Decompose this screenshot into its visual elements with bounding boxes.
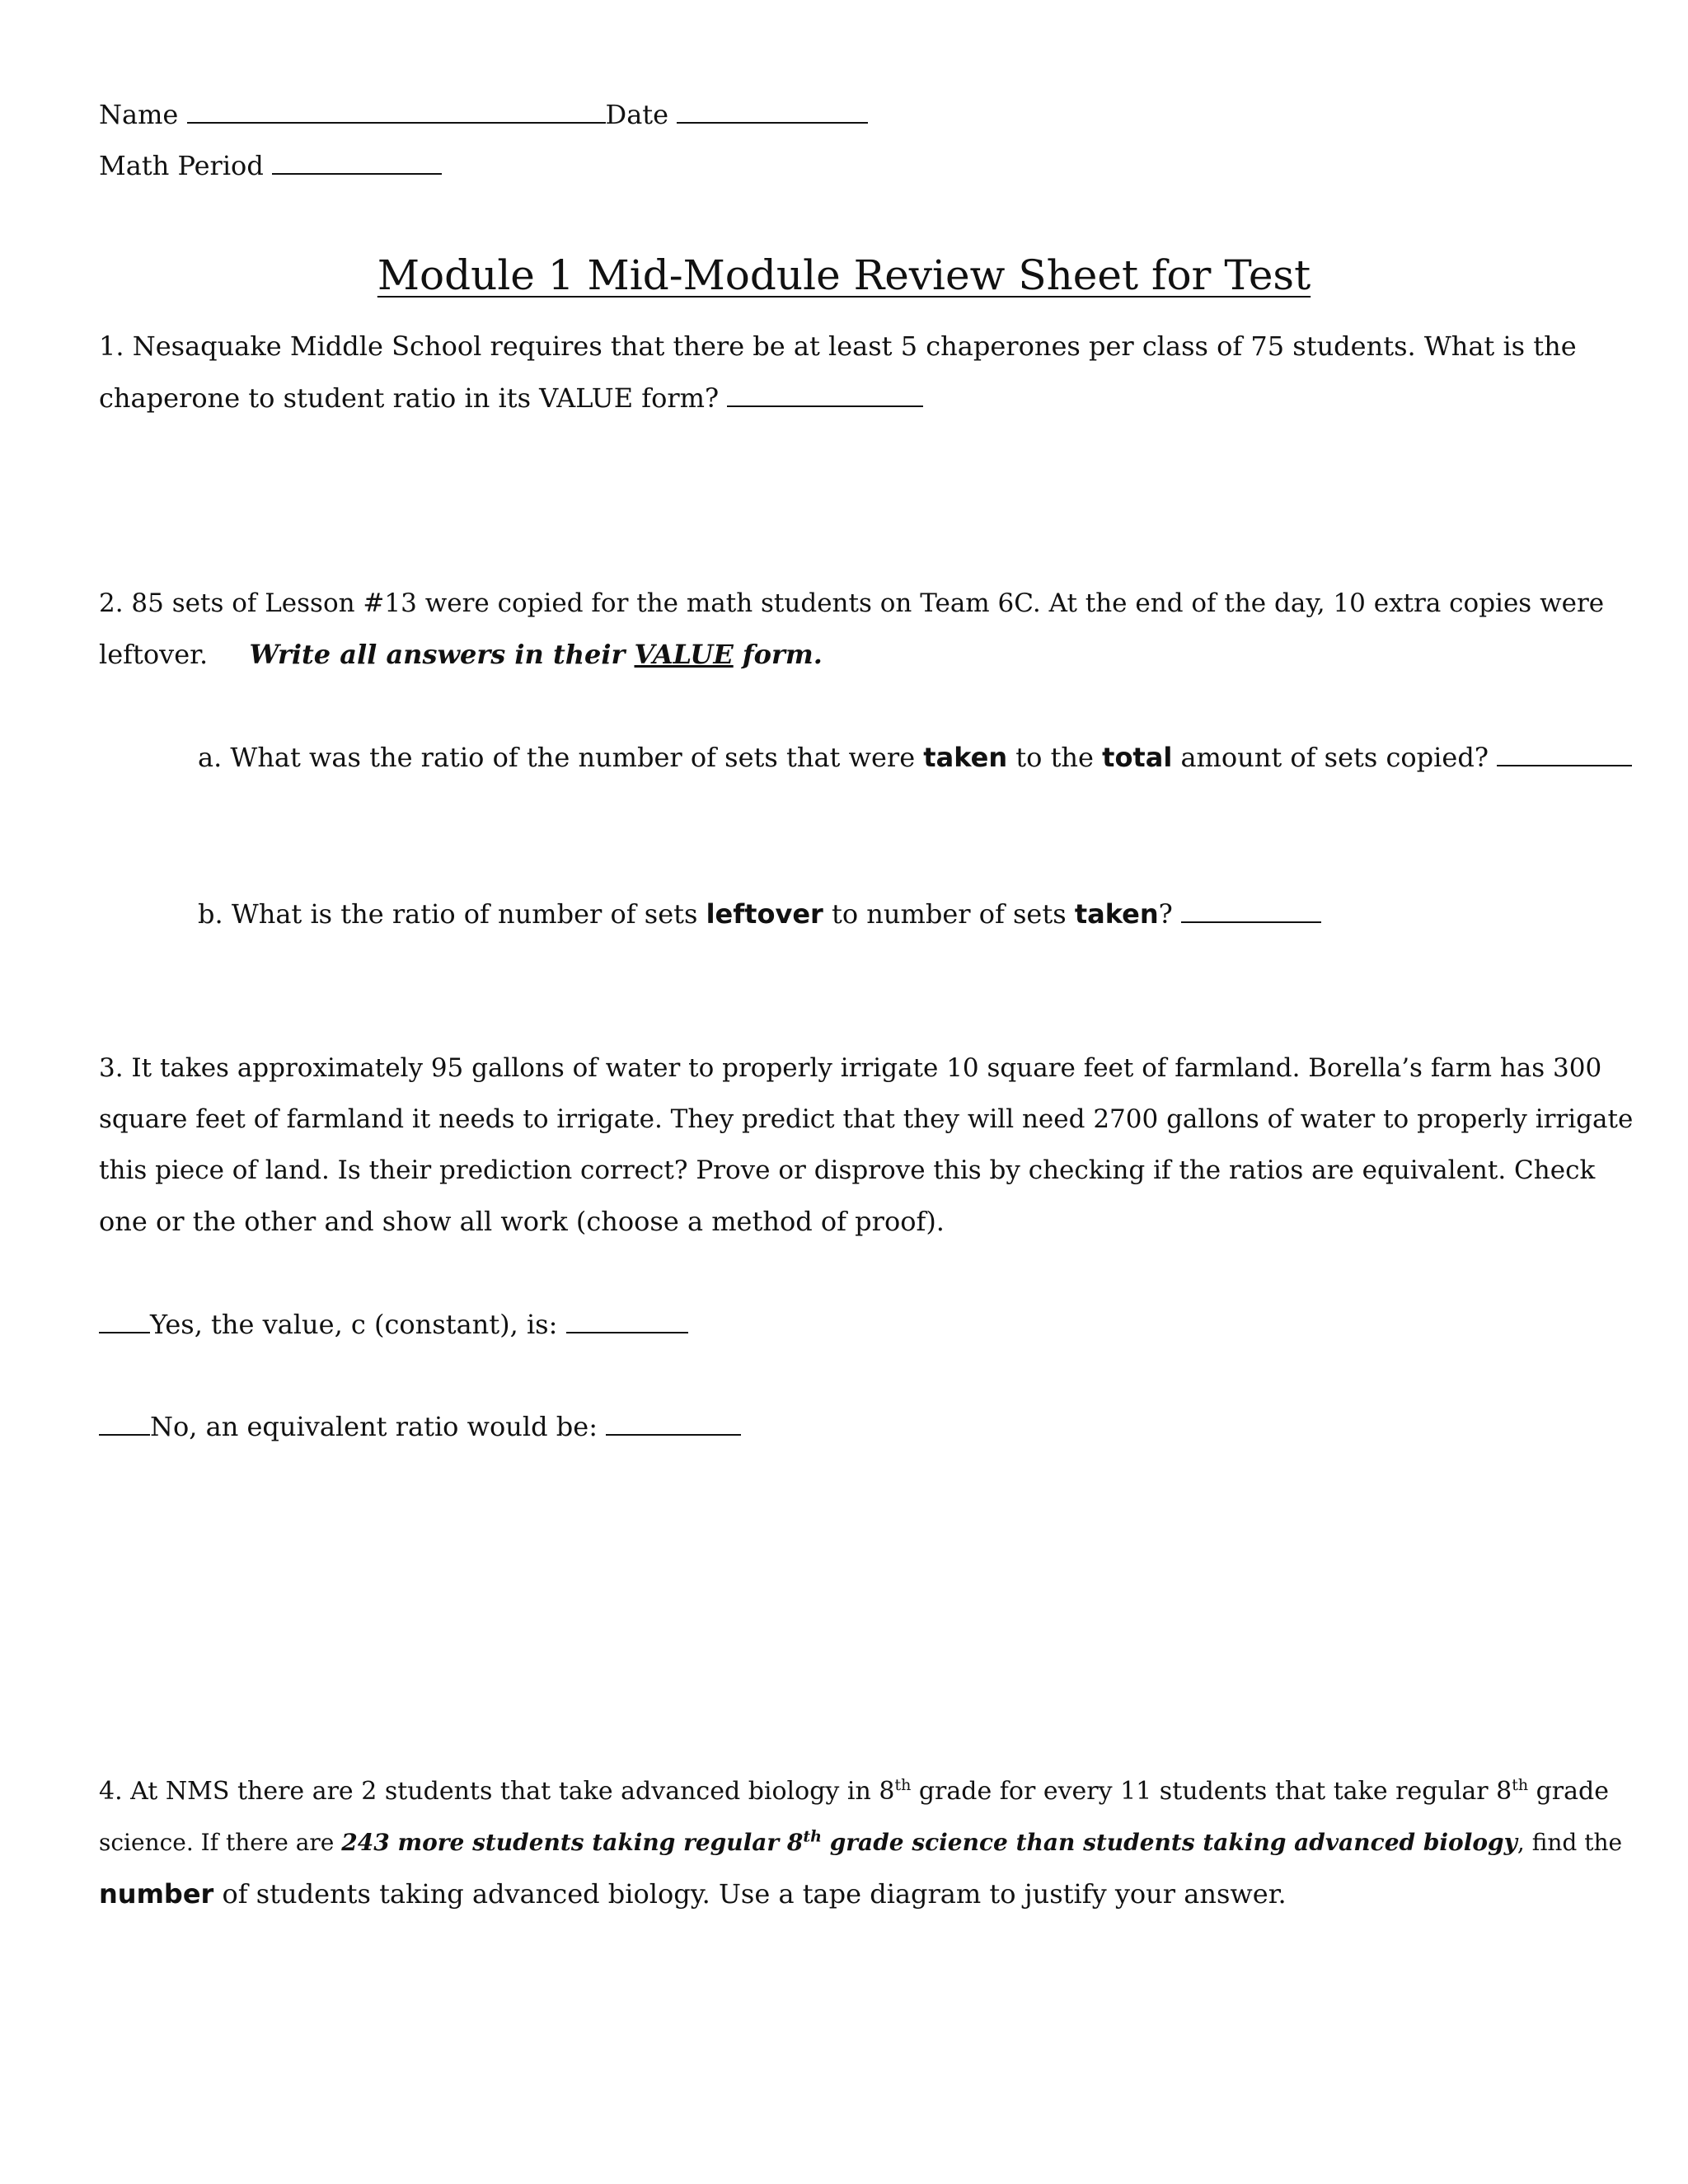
name-label: Name [99,99,179,130]
period-label: Math Period [99,150,264,181]
q1-answer-blank [727,381,923,407]
q3-no-answer-blank [606,1409,741,1436]
q1-line-1: 1. Nesaquake Middle School requires that there be at least 5 chaperones per class of 75 students. What is the [99,330,1577,362]
q4-text-5: , find the [1517,1829,1623,1856]
q2a-answer-blank [1497,740,1632,766]
q2a-text-1: a. What was the ratio of the number of sets that were [198,742,924,773]
q2b-bold-taken: taken [1074,898,1159,930]
date-blank [677,97,868,124]
q2a-text-3: amount of sets copied? [1172,742,1489,773]
q3-yes-option [99,1307,688,1341]
q2b-line [198,897,1321,930]
q4-line-1 [99,1775,1609,1808]
q2-instruction-value: VALUE [634,639,734,670]
q3-line-3: this piece of land. Is their prediction correct? Prove or disprove this by checking if the ratios are equivalent. Check [99,1155,1596,1185]
q4-line-3 [99,1877,1287,1910]
q4-sup-2: th [1512,1776,1529,1794]
q2-instruction-part-2: form. [733,639,823,670]
q2a-bold-total: total [1102,742,1173,773]
q4-bold-number: number [99,1878,214,1910]
q4-bold-italic-2: grade science than students taking advanced biology [821,1829,1517,1856]
q2b-bold-leftover: leftover [706,898,823,930]
q3-line-1: 3. It takes approximately 95 gallons of water to properly irrigate 10 square feet of farmland. Borella’s farm has 300 [99,1053,1602,1083]
q2b-text-1: b. What is the ratio of number of sets [198,898,706,930]
q4-text-6: of students taking advanced biology. Use a tape diagram to justify your answer. [213,1878,1287,1910]
q4-sup-3: th [803,1827,822,1846]
q3-no-text: No, an equivalent ratio would be: [150,1411,598,1442]
q2b-text-2: to number of sets [823,898,1075,930]
q2b-answer-blank [1181,897,1321,923]
q4-text-4: science. If there are [99,1829,342,1856]
page-title: Module 1 Mid-Module Review Sheet for Test [377,251,1311,299]
q3-no-checkbox-blank [99,1409,150,1436]
q2-instruction-part-1: Write all answers in their [249,639,635,670]
q4-bold-italic-1: 243 more students taking regular 8 [341,1829,804,1856]
name-date-row [99,97,868,131]
q1-line-2-text: chaperone to student ratio in its VALUE form? [99,382,720,414]
q3-yes-answer-blank [566,1307,688,1333]
q2-leftover-text: leftover. [99,639,209,670]
q2-instruction [249,639,822,670]
period-blank [272,148,442,175]
q2a-line [198,740,1632,774]
q3-yes-text: Yes, the value, c (constant), is: [150,1309,558,1340]
q4-text-2: grade for every 11 students that take regular 8 [911,1777,1512,1806]
q2a-text-2: to the [1007,742,1103,773]
q3-yes-checkbox-blank [99,1307,150,1333]
q2-line-2 [99,638,823,671]
q2b-text-3: ? [1158,898,1173,930]
q4-line-2 [99,1826,1622,1859]
q3-no-option [99,1409,741,1443]
q2-line-1: 2. 85 sets of Lesson #13 were copied for the math students on Team 6C. At the end of the day, 10 extra copies were [99,588,1605,618]
q2a-bold-taken: taken [923,742,1008,773]
q4-sup-1: th [894,1776,912,1794]
period-row [99,148,442,182]
q3-line-4: one or the other and show all work (choose a method of proof). [99,1206,945,1237]
name-blank [187,97,606,124]
q4-text-3: grade [1528,1777,1609,1806]
q1-line-2 [99,381,923,415]
q3-line-2: square feet of farmland it needs to irrigate. They predict that they will need 2700 gallons of water to properly irrigate [99,1104,1634,1134]
date-label: Date [605,99,669,130]
q4-text-1: 4. At NMS there are 2 students that take advanced biology in 8 [99,1777,895,1806]
